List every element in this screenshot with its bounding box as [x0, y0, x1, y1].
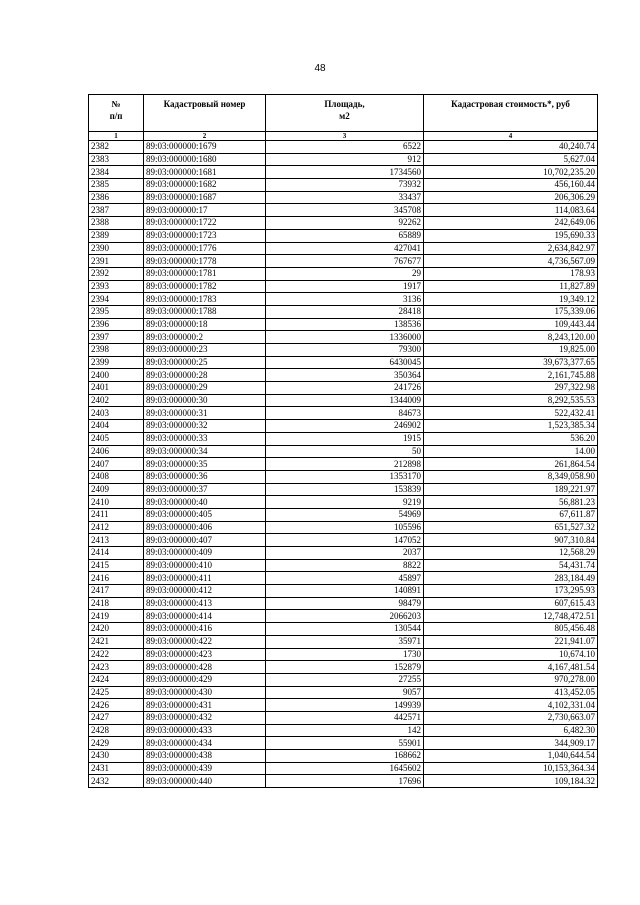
cadastral-number: 89:03:000000:32	[144, 420, 266, 433]
table-row	[89, 217, 598, 230]
row-number: 2392	[89, 267, 144, 280]
cadastral-number: 89:03:000000:29	[144, 382, 266, 395]
table-row	[89, 750, 598, 763]
table-row	[89, 407, 598, 420]
area-value: 6522	[266, 141, 424, 154]
cadastral-cost: 8,292,535.53	[424, 394, 598, 407]
header-row	[89, 95, 598, 132]
row-number: 2426	[89, 699, 144, 712]
cadastral-number: 89:03:000000:1778	[144, 255, 266, 268]
row-number: 2400	[89, 369, 144, 382]
table-body	[89, 141, 598, 788]
area-value: 33437	[266, 191, 424, 204]
cadastral-cost: 19,349.12	[424, 293, 598, 306]
row-number: 2382	[89, 141, 144, 154]
area-value: 140891	[266, 585, 424, 598]
area-value: 1915	[266, 432, 424, 445]
area-value: 9057	[266, 686, 424, 699]
cadastral-cost: 607,615.43	[424, 597, 598, 610]
cadastral-number: 89:03:000000:430	[144, 686, 266, 699]
cadastral-number: 89:03:000000:17	[144, 204, 266, 217]
cadastral-cost: 109,443.44	[424, 318, 598, 331]
cadastral-table	[88, 94, 598, 788]
area-value: 1645602	[266, 762, 424, 775]
row-number: 2427	[89, 711, 144, 724]
table-row	[89, 255, 598, 268]
row-number: 2429	[89, 737, 144, 750]
area-value: 28418	[266, 305, 424, 318]
row-number: 2391	[89, 255, 144, 268]
area-value: 79300	[266, 344, 424, 357]
row-number: 2412	[89, 521, 144, 534]
cadastral-cost: 175,339.06	[424, 305, 598, 318]
table-row	[89, 382, 598, 395]
cadastral-cost: 8,243,120.00	[424, 331, 598, 344]
cadastral-cost: 12,568.29	[424, 547, 598, 560]
header-cell: № п/п	[89, 95, 144, 132]
cadastral-number: 89:03:000000:414	[144, 610, 266, 623]
area-value: 2066203	[266, 610, 424, 623]
row-number: 2383	[89, 153, 144, 166]
cadastral-number: 89:03:000000:411	[144, 572, 266, 585]
cadastral-number: 89:03:000000:31	[144, 407, 266, 420]
cadastral-cost: 4,736,567.09	[424, 255, 598, 268]
cadastral-cost: 178.93	[424, 267, 598, 280]
area-value: 350364	[266, 369, 424, 382]
area-value: 241726	[266, 382, 424, 395]
row-number: 2428	[89, 724, 144, 737]
cadastral-number: 89:03:000000:1680	[144, 153, 266, 166]
cadastral-cost: 907,310.84	[424, 534, 598, 547]
cadastral-cost: 40,240.74	[424, 141, 598, 154]
table-row	[89, 623, 598, 636]
row-number: 2401	[89, 382, 144, 395]
cadastral-cost: 19,825.00	[424, 344, 598, 357]
area-value: 147052	[266, 534, 424, 547]
cadastral-number: 89:03:000000:37	[144, 483, 266, 496]
table-row	[89, 470, 598, 483]
row-number: 2413	[89, 534, 144, 547]
cadastral-cost: 54,431.74	[424, 559, 598, 572]
area-value: 2037	[266, 547, 424, 560]
table-row	[89, 559, 598, 572]
row-number: 2416	[89, 572, 144, 585]
table-row	[89, 673, 598, 686]
cadastral-cost: 6,482.30	[424, 724, 598, 737]
cadastral-number: 89:03:000000:25	[144, 356, 266, 369]
row-number: 2407	[89, 458, 144, 471]
cadastral-cost: 189,221.97	[424, 483, 598, 496]
table-row	[89, 267, 598, 280]
cadastral-number: 89:03:000000:432	[144, 711, 266, 724]
cadastral-number: 89:03:000000:416	[144, 623, 266, 636]
area-value: 153839	[266, 483, 424, 496]
table-row	[89, 305, 598, 318]
table-row	[89, 775, 598, 788]
cadastral-number: 89:03:000000:23	[144, 344, 266, 357]
cadastral-number: 89:03:000000:1788	[144, 305, 266, 318]
row-number: 2414	[89, 547, 144, 560]
area-value: 142	[266, 724, 424, 737]
cadastral-cost: 12,748,472.51	[424, 610, 598, 623]
table-row	[89, 458, 598, 471]
cadastral-number: 89:03:000000:428	[144, 661, 266, 674]
area-value: 35971	[266, 635, 424, 648]
table-row	[89, 153, 598, 166]
table-row	[89, 699, 598, 712]
area-value: 912	[266, 153, 424, 166]
row-number: 2395	[89, 305, 144, 318]
area-value: 149939	[266, 699, 424, 712]
table-row	[89, 534, 598, 547]
cadastral-number: 89:03:000000:34	[144, 445, 266, 458]
cadastral-number: 89:03:000000:40	[144, 496, 266, 509]
cadastral-cost: 10,702,235.20	[424, 166, 598, 179]
row-number: 2402	[89, 394, 144, 407]
area-value: 98479	[266, 597, 424, 610]
cadastral-number: 89:03:000000:1723	[144, 229, 266, 242]
cadastral-number: 89:03:000000:407	[144, 534, 266, 547]
area-value: 92262	[266, 217, 424, 230]
cadastral-number: 89:03:000000:406	[144, 521, 266, 534]
cadastral-cost: 56,881.23	[424, 496, 598, 509]
row-number: 2387	[89, 204, 144, 217]
cadastral-number: 89:03:000000:431	[144, 699, 266, 712]
table-row	[89, 280, 598, 293]
cadastral-number: 89:03:000000:405	[144, 508, 266, 521]
area-value: 8822	[266, 559, 424, 572]
area-value: 73932	[266, 179, 424, 192]
row-number: 2432	[89, 775, 144, 788]
cadastral-cost: 10,153,364.34	[424, 762, 598, 775]
cadastral-cost: 242,649.06	[424, 217, 598, 230]
table-row	[89, 420, 598, 433]
cadastral-cost: 67,611.87	[424, 508, 598, 521]
area-value: 50	[266, 445, 424, 458]
table-row	[89, 661, 598, 674]
cadastral-number: 89:03:000000:412	[144, 585, 266, 598]
area-value: 1353170	[266, 470, 424, 483]
cadastral-cost: 283,184.49	[424, 572, 598, 585]
cadastral-cost: 114,083.64	[424, 204, 598, 217]
row-number: 2386	[89, 191, 144, 204]
row-number: 2393	[89, 280, 144, 293]
cadastral-number: 89:03:000000:410	[144, 559, 266, 572]
area-value: 212898	[266, 458, 424, 471]
cadastral-cost: 2,730,663.07	[424, 711, 598, 724]
row-number: 2404	[89, 420, 144, 433]
row-number: 2403	[89, 407, 144, 420]
row-number: 2419	[89, 610, 144, 623]
area-value: 767677	[266, 255, 424, 268]
cadastral-number: 89:03:000000:30	[144, 394, 266, 407]
cadastral-cost: 4,102,331.04	[424, 699, 598, 712]
cadastral-number: 89:03:000000:1782	[144, 280, 266, 293]
cadastral-cost: 5,627.04	[424, 153, 598, 166]
area-value: 168662	[266, 750, 424, 763]
cadastral-number: 89:03:000000:439	[144, 762, 266, 775]
table-row	[89, 585, 598, 598]
area-value: 1734560	[266, 166, 424, 179]
table-row	[89, 737, 598, 750]
area-value: 55901	[266, 737, 424, 750]
area-value: 345708	[266, 204, 424, 217]
cadastral-number: 89:03:000000:423	[144, 648, 266, 661]
cadastral-number: 89:03:000000:1776	[144, 242, 266, 255]
row-number: 2409	[89, 483, 144, 496]
area-value: 65889	[266, 229, 424, 242]
row-number: 2421	[89, 635, 144, 648]
area-value: 29	[266, 267, 424, 280]
table-row	[89, 496, 598, 509]
cadastral-cost: 344,909.17	[424, 737, 598, 750]
cadastral-number: 89:03:000000:1679	[144, 141, 266, 154]
table-row	[89, 445, 598, 458]
cadastral-number: 89:03:000000:35	[144, 458, 266, 471]
row-number: 2384	[89, 166, 144, 179]
area-value: 3136	[266, 293, 424, 306]
table-row	[89, 191, 598, 204]
table-row	[89, 724, 598, 737]
cadastral-number: 89:03:000000:434	[144, 737, 266, 750]
table-row	[89, 242, 598, 255]
area-value: 1917	[266, 280, 424, 293]
column-number: 3	[266, 132, 424, 141]
row-number: 2415	[89, 559, 144, 572]
cadastral-number: 89:03:000000:1783	[144, 293, 266, 306]
table-row	[89, 610, 598, 623]
header-cell: Кадастровая стоимость*, руб	[424, 95, 598, 132]
row-number: 2422	[89, 648, 144, 661]
row-number: 2418	[89, 597, 144, 610]
cadastral-cost: 14.00	[424, 445, 598, 458]
row-number: 2399	[89, 356, 144, 369]
cadastral-number: 89:03:000000:1687	[144, 191, 266, 204]
cadastral-number: 89:03:000000:413	[144, 597, 266, 610]
cadastral-number: 89:03:000000:433	[144, 724, 266, 737]
area-value: 6430045	[266, 356, 424, 369]
cadastral-number: 89:03:000000:422	[144, 635, 266, 648]
cadastral-number: 89:03:000000:18	[144, 318, 266, 331]
row-number: 2405	[89, 432, 144, 445]
header-cell: Кадастровый номер	[144, 95, 266, 132]
area-value: 1344009	[266, 394, 424, 407]
table-row	[89, 166, 598, 179]
cadastral-cost: 11,827.89	[424, 280, 598, 293]
table-row	[89, 483, 598, 496]
cadastral-cost: 297,322.98	[424, 382, 598, 395]
table-row	[89, 356, 598, 369]
row-number: 2411	[89, 508, 144, 521]
row-number: 2425	[89, 686, 144, 699]
area-value: 442571	[266, 711, 424, 724]
row-number: 2388	[89, 217, 144, 230]
area-value: 17696	[266, 775, 424, 788]
table-row	[89, 521, 598, 534]
cadastral-cost: 173,295.93	[424, 585, 598, 598]
cadastral-cost: 221,941.07	[424, 635, 598, 648]
row-number: 2431	[89, 762, 144, 775]
column-number: 4	[424, 132, 598, 141]
row-number: 2394	[89, 293, 144, 306]
table-row	[89, 331, 598, 344]
row-number: 2420	[89, 623, 144, 636]
table-row	[89, 318, 598, 331]
cadastral-cost: 2,634,842.97	[424, 242, 598, 255]
row-number: 2390	[89, 242, 144, 255]
cadastral-cost: 805,456.48	[424, 623, 598, 636]
cadastral-cost: 1,523,385.34	[424, 420, 598, 433]
cadastral-number: 89:03:000000:409	[144, 547, 266, 560]
area-value: 105596	[266, 521, 424, 534]
table-row	[89, 394, 598, 407]
cadastral-number: 89:03:000000:36	[144, 470, 266, 483]
area-value: 427041	[266, 242, 424, 255]
area-value: 9219	[266, 496, 424, 509]
column-number: 2	[144, 132, 266, 141]
cadastral-number: 89:03:000000:440	[144, 775, 266, 788]
table-row	[89, 229, 598, 242]
row-number: 2417	[89, 585, 144, 598]
area-value: 152879	[266, 661, 424, 674]
row-number: 2396	[89, 318, 144, 331]
cadastral-number: 89:03:000000:33	[144, 432, 266, 445]
row-number: 2410	[89, 496, 144, 509]
cadastral-number: 89:03:000000:1722	[144, 217, 266, 230]
cadastral-cost: 39,673,377.65	[424, 356, 598, 369]
cadastral-cost: 109,184.32	[424, 775, 598, 788]
cadastral-number: 89:03:000000:1681	[144, 166, 266, 179]
row-number: 2408	[89, 470, 144, 483]
area-value: 246902	[266, 420, 424, 433]
header-cell: Площадь, м2	[266, 95, 424, 132]
area-value: 138536	[266, 318, 424, 331]
row-number: 2389	[89, 229, 144, 242]
table-row	[89, 293, 598, 306]
table-row	[89, 762, 598, 775]
cadastral-number: 89:03:000000:2	[144, 331, 266, 344]
cadastral-cost: 1,040,644.54	[424, 750, 598, 763]
cadastral-cost: 522,432.41	[424, 407, 598, 420]
table-row	[89, 686, 598, 699]
table-row	[89, 204, 598, 217]
cadastral-cost: 195,690.33	[424, 229, 598, 242]
cadastral-cost: 10,674.10	[424, 648, 598, 661]
area-value: 45897	[266, 572, 424, 585]
table-row	[89, 648, 598, 661]
area-value: 54969	[266, 508, 424, 521]
row-number: 2424	[89, 673, 144, 686]
table-row	[89, 597, 598, 610]
row-number: 2397	[89, 331, 144, 344]
row-number: 2398	[89, 344, 144, 357]
page-number: 48	[314, 63, 326, 74]
cadastral-number: 89:03:000000:429	[144, 673, 266, 686]
cadastral-number: 89:03:000000:1682	[144, 179, 266, 192]
row-number: 2423	[89, 661, 144, 674]
row-number: 2430	[89, 750, 144, 763]
area-value: 1730	[266, 648, 424, 661]
cadastral-cost: 413,452.05	[424, 686, 598, 699]
cadastral-cost: 456,160.44	[424, 179, 598, 192]
cadastral-cost: 536.20	[424, 432, 598, 445]
row-number: 2385	[89, 179, 144, 192]
cadastral-cost: 2,161,745.88	[424, 369, 598, 382]
column-number: 1	[89, 132, 144, 141]
table-row	[89, 508, 598, 521]
area-value: 84673	[266, 407, 424, 420]
column-number-row	[89, 132, 598, 141]
cadastral-cost: 4,167,481.54	[424, 661, 598, 674]
cadastral-cost: 651,527.32	[424, 521, 598, 534]
table-row	[89, 179, 598, 192]
cadastral-cost: 261,864.54	[424, 458, 598, 471]
cadastral-cost: 206,306.29	[424, 191, 598, 204]
cadastral-number: 89:03:000000:28	[144, 369, 266, 382]
table-row	[89, 635, 598, 648]
cadastral-number: 89:03:000000:438	[144, 750, 266, 763]
area-value: 130544	[266, 623, 424, 636]
table-row	[89, 141, 598, 154]
cadastral-number: 89:03:000000:1781	[144, 267, 266, 280]
area-value: 1336000	[266, 331, 424, 344]
table-row	[89, 547, 598, 560]
table-row	[89, 572, 598, 585]
area-value: 27255	[266, 673, 424, 686]
table-row	[89, 432, 598, 445]
table-row	[89, 711, 598, 724]
table-row	[89, 344, 598, 357]
cadastral-cost: 8,349,058.90	[424, 470, 598, 483]
table-row	[89, 369, 598, 382]
cadastral-cost: 970,278.00	[424, 673, 598, 686]
row-number: 2406	[89, 445, 144, 458]
